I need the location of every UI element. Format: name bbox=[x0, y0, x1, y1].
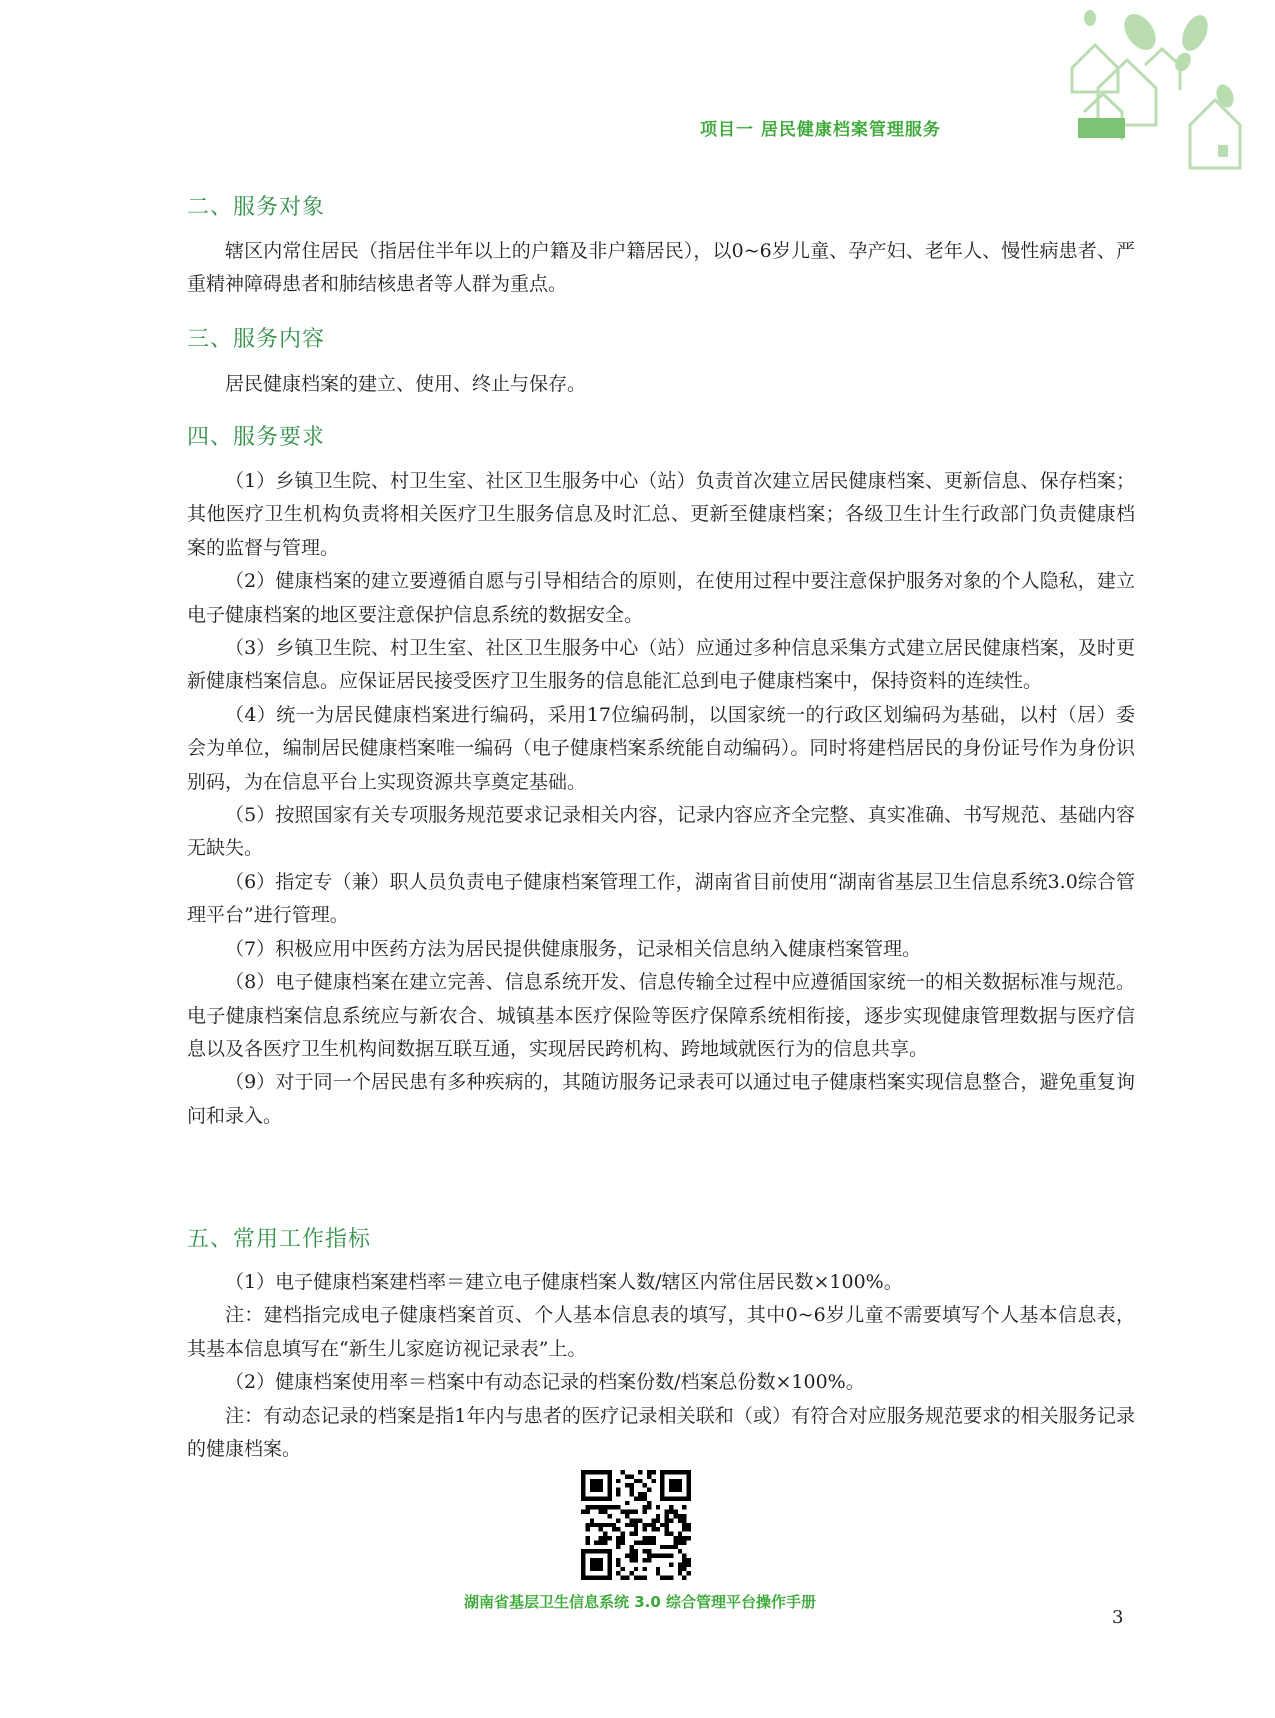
house-leaf-decoration bbox=[0, 0, 1275, 200]
paragraph: （9）对于同一个居民患有多种疾病的，其随访服务记录表可以通过电子健康档案实现信息整合，避免重复询问和录入。 bbox=[187, 1071, 1135, 1127]
section-title-work-indicators: 五、常用工作指标 bbox=[187, 1227, 372, 1252]
paragraph: （6）指定专（兼）职人员负责电子健康档案管理工作，湖南省目前使用“湖南省基层卫生信息系统3.0综合管理平台”进行管理。 bbox=[187, 870, 1135, 927]
running-head: 项目一 居民健康档案管理服务 bbox=[700, 120, 941, 140]
running-head-bar bbox=[1078, 118, 1125, 138]
page-number: 3 bbox=[1112, 1607, 1124, 1628]
section-title-service-requirements: 四、服务要求 bbox=[187, 425, 326, 450]
section-body-work-indicators bbox=[187, 1266, 1135, 1466]
paragraph: （1）电子健康档案建档率＝建立电子健康档案人数/辖区内常住居民数×100%。 bbox=[225, 1271, 903, 1293]
paragraph: 注：建档指完成电子健康档案首页、个人基本信息表的填写，其中0~6岁儿童不需要填写个人基本信息表，其基本信息填写在“新生儿家庭访视记录表”上。 bbox=[187, 1304, 1135, 1360]
paragraph: （2）健康档案使用率＝档案中有动态记录的档案份数/档案总份数×100%。 bbox=[225, 1371, 865, 1394]
section-body-service-content bbox=[187, 368, 1135, 401]
paragraph: 居民健康档案的建立、使用、终止与保存。 bbox=[225, 373, 587, 395]
section-body-service-requirements bbox=[187, 465, 1135, 1133]
paragraph: 注：有动态记录的档案是指1年内与患者的医疗记录相关联和（或）有符合对应服务规范要求的相关服务记录的健康档案。 bbox=[187, 1404, 1135, 1461]
qr-code bbox=[581, 1470, 691, 1580]
paragraph: 辖区内常住居民（指居住半年以上的户籍及非户籍居民），以0~6岁儿童、孕产妇、老年人、慢性病患者、严重精神障碍患者和肺结核患者等人群为重点。 bbox=[187, 240, 1135, 296]
paragraph: （2）健康档案的建立要遵循自愿与引导相结合的原则，在使用过程中要注意保护服务对象的个人隐私，建立电子健康档案的地区要注意保护信息系统的数据安全。 bbox=[187, 570, 1135, 626]
paragraph: （4）统一为居民健康档案进行编码，采用17位编码制，以国家统一的行政区划编码为基础，以村（居）委会为单位，编制居民健康档案唯一编码（电子健康档案系统能自动编码）。同时将建档居民的身份证号作为身份识别码，为在信息平台上实现资源共享奠定基础。 bbox=[187, 703, 1135, 793]
paragraph: （5）按照国家有关专项服务规范要求记录相关内容，记录内容应齐全完整、真实准确、书写规范、基础内容无缺失。 bbox=[187, 804, 1135, 860]
section-body-service-object bbox=[187, 235, 1135, 302]
paragraph: （7）积极应用中医药方法为居民提供健康服务，记录相关信息纳入健康档案管理。 bbox=[225, 937, 922, 960]
section-title-service-content: 三、服务内容 bbox=[187, 327, 326, 352]
paragraph: （1）乡镇卫生院、村卫生室、社区卫生服务中心（站）负责首次建立居民健康档案、更新信息、保存档案；其他医疗卫生机构负责将相关医疗卫生服务信息及时汇总、更新至健康档案；各级卫生计生行政部门负责健康档案的监督与管理。 bbox=[187, 470, 1135, 559]
paragraph: （8）电子健康档案在建立完善、信息系统开发、信息传输全过程中应遵循国家统一的相关数据标准与规范。电子健康档案信息系统应与新农合、城镇基本医疗保险等医疗保障系统相衔接，逐步实现健康管理数据与医疗信息以及各医疗卫生机构间数据互联互通，实现居民跨机构、跨地域就医行为的信息共享。 bbox=[187, 971, 1135, 1060]
section-title-service-object: 二、服务对象 bbox=[187, 195, 326, 220]
paragraph: （3）乡镇卫生院、村卫生室、社区卫生服务中心（站）应通过多种信息采集方式建立居民健康档案，及时更新健康档案信息。应保证居民接受医疗卫生服务的信息能汇总到电子健康档案中，保持资料的连续性。 bbox=[187, 637, 1135, 693]
qr-caption: 湖南省基层卫生信息系统 3.0 综合管理平台操作手册 bbox=[463, 1593, 817, 1611]
